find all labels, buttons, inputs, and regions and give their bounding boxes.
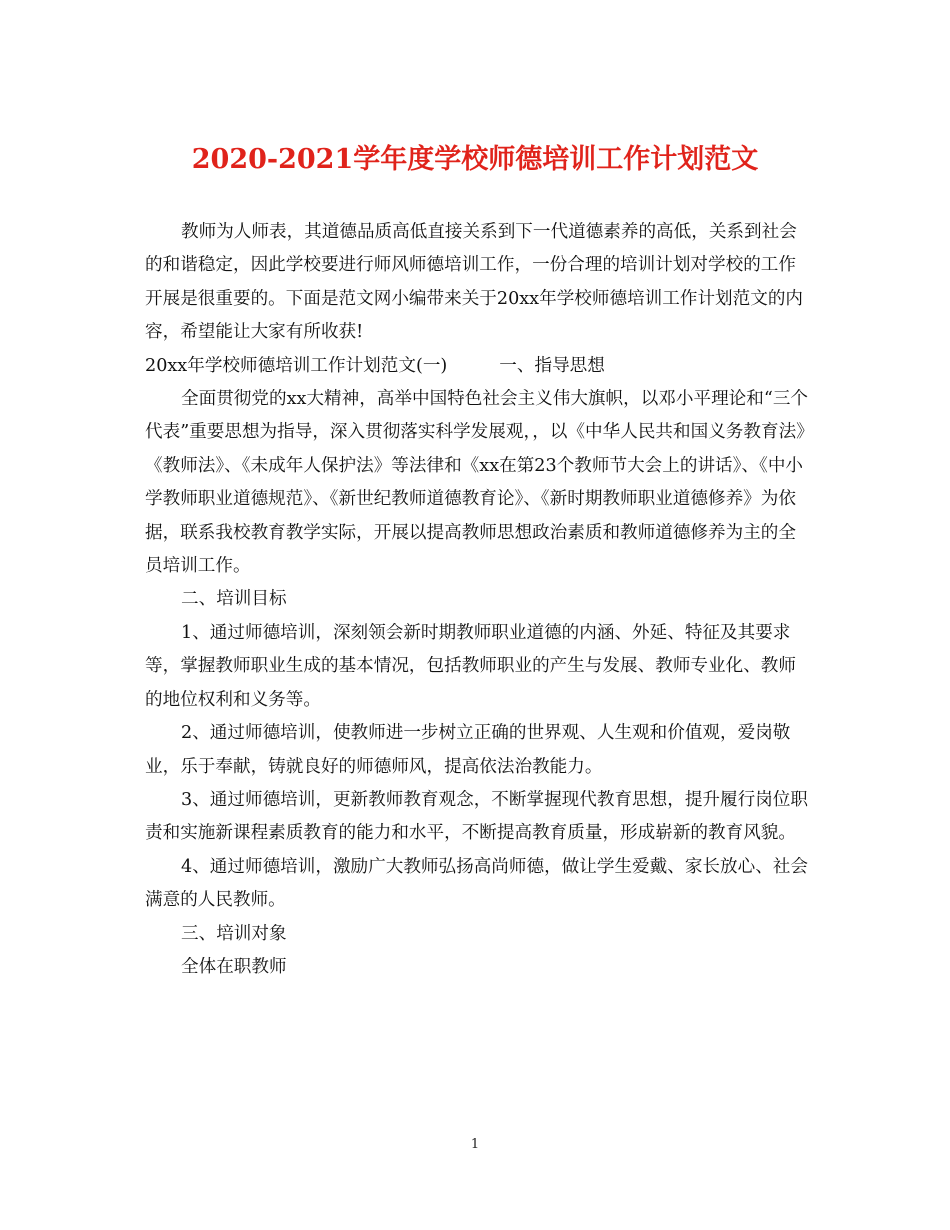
page-title: 2020-2021学年度学校师德培训工作计划范文 bbox=[191, 144, 759, 175]
document-body bbox=[145, 216, 810, 984]
goal-item-2: 2、通过师德培训，使教师进一步树立正确的世界观、人生观和价值观，爱岗敬业，乐于奉献，铸就良好的师德师风，提高依法治教能力。 bbox=[145, 723, 791, 777]
subheading-line bbox=[145, 350, 810, 383]
goal-item-3: 3、通过师德培训，更新教师教育观念，不断掌握现代教育思想，提升履行岗位职责和实施新课程素质教育的能力和水平，不断提高教育质量，形成崭新的教育风貌。 bbox=[145, 789, 808, 844]
plan-subheading: 20xx年学校师德培训工作计划范文(一) bbox=[145, 355, 448, 376]
page-number: 1 bbox=[470, 1137, 480, 1152]
intro-paragraph: 教师为人师表，其道德品质高低直接关系到下一代道德素养的高低，关系到社会的和谐稳定，因此学校要进行师风师德培训工作，一份合理的培训计划对学校的工作开展是很重要的。下面是范文网小编带来关于20xx年学校师德培训工作计划范文的内容，希望能让大家有所收获! bbox=[145, 222, 804, 343]
section-heading-guiding: 一、指导思想 bbox=[499, 355, 605, 376]
goal-item-4: 4、通过师德培训，激励广大教师弘扬高尚师德，做让学生爱戴、家长放心、社会满意的人民教师。 bbox=[145, 856, 808, 911]
section-heading-goals: 二、培训目标 bbox=[181, 589, 287, 610]
goal-item-1: 1、通过师德培训，深刻领会新时期教师职业道德的内涵、外延、特征及其要求等，掌握教师职业生成的基本情况，包括教师职业的产生与发展、教师专业化、教师的地位权利和义务等。 bbox=[145, 622, 796, 710]
section-heading-audience: 三、培训对象 bbox=[181, 923, 287, 944]
audience-paragraph: 全体在职教师 bbox=[181, 956, 287, 977]
guiding-paragraph: 全面贯彻党的xx大精神，高举中国特色社会主义伟大旗帜，以邓小平理论和“三个代表”重要思想为指导，深入贯彻落实科学发展观，，以《中华人民共和国义务教育法》《教师法》、《未成年人保护法》等法律和《xx在第23个教师节大会上的讲话》、《中小学教师职业道德规范》、《新世纪教师道德教育论》、《新时期教师职业道德修养》为依据，联系我校教育教学实际，开展以提高教师思想政治素质和教师道德修养为主的全员培训工作。 bbox=[145, 389, 809, 577]
